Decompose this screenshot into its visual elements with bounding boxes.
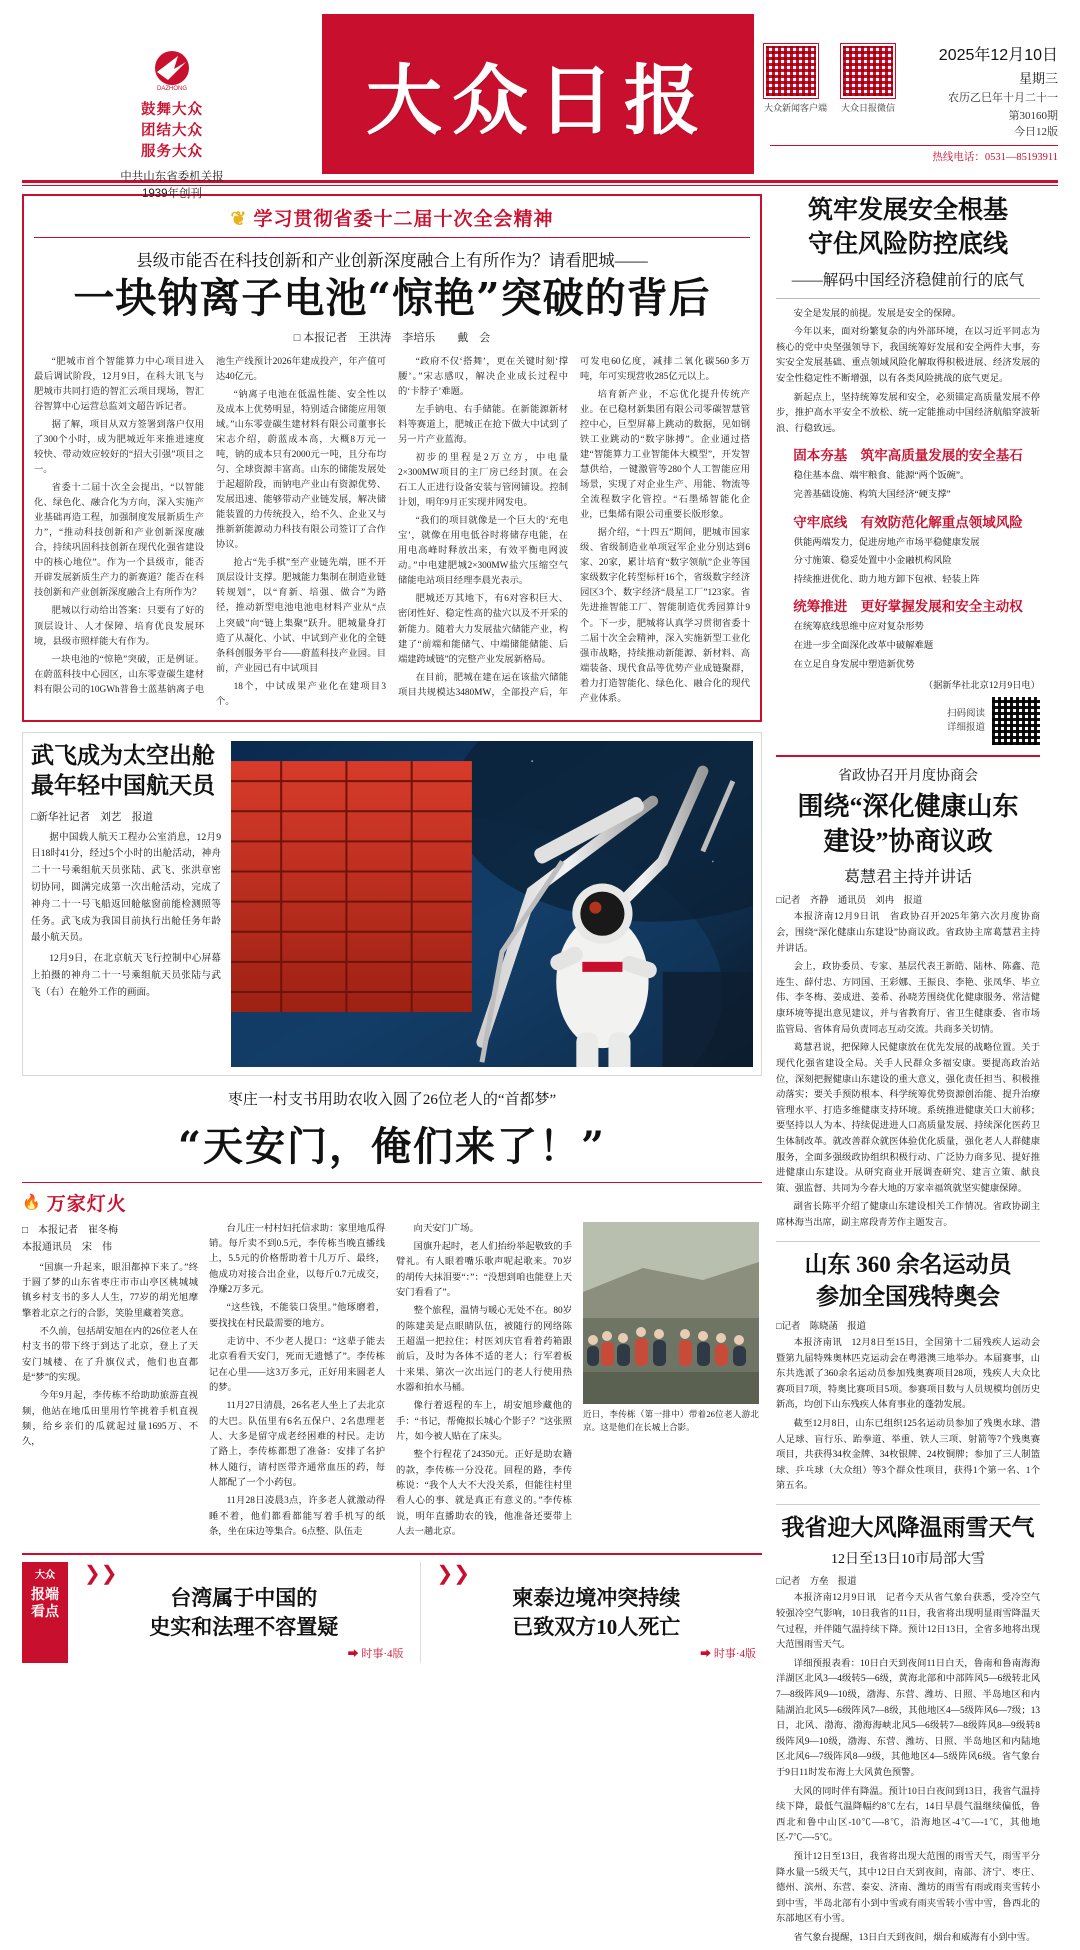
- side-paragraph: 副省长陈平介绍了健康山东建设相关工作情况。省政协副主席林海当出席，副主席段青芳作主题发言。: [776, 1202, 1040, 1229]
- side-article-2-meta: □记者 齐静 通讯员 刘冉 报道: [776, 896, 923, 907]
- side-article-1: [776, 194, 1040, 745]
- side-article-2-title: [776, 789, 1040, 859]
- divider: [776, 1241, 1040, 1242]
- space-story-paragraph: 12月9日，在北京航天飞行控制中心屏幕上拍摄的神舟二十一号乘组航天员张陆与武飞（右）在舱外工作的画面。: [31, 953, 221, 998]
- side-paragraph: 会上，政协委员、专家、基层代表王新皓、陆林、陈鑫、范连生、薛付忠、方同国、王彩娜、王振良、李艳、张凤华、毕立伟、李冬梅、姜成进、姜希、孙晓芳围绕优化健康服务、常洁健康环境等提出意见建议，并与省教育厅、省卫生健康委、省市场监管局、省体育局负责同志互动交流。共商多关切情。: [776, 962, 1040, 1035]
- qr-app[interactable]: [764, 44, 827, 114]
- space-story-byline: □新华社记者 刘艺 报道: [31, 811, 153, 823]
- masthead-qr-row: [764, 44, 895, 114]
- divider: [776, 298, 1040, 299]
- highlight-title-1-line2: 史实和法理不容置疑: [149, 1614, 339, 1639]
- lead-paragraph: 据介绍，“十四五”期间，肥城市国家级、省级制造业单项冠军企业分别达到6家、20家，累计培育“数字领航”企业等国家级数字化转型标杆16个，省级数字经济园区3个、数字经济“晨星工厂”123家。省先进推智能工厂、智能制造优秀园算计9个。下一步，肥城将认真学习贯彻省委十二届十次全会精神，深入实施新型工业化强市战略，持续推动新能源、新材料、高端装备、现代食品等优势产业成链聚群，着力打造智能化、绿色化、融合化的现代产业体系。: [580, 528, 750, 704]
- tiananmen-photo-block: [583, 1222, 759, 1544]
- side-paragraph: 葛慧君说，把保障人民健康放在优先发展的战略位置。关于现代化强省建设全局。关手人民群众多福安康。要提高政治站位，深刻把握健康山东建设的重大意义，强化责任担当、积极推动落实；要关手预防根本、科学统筹优势资源创治能、提升治療管理水平、打造多维健康支持环境。系统推进健康关口大前移；要坚持以人为本、持续促进进人口高质量发展、持续深化医药卫生体制改革。就改善群众就医体验优化质量，强化老人人群健康服务，全面多强级政协组织积极行动、广泛协力商多见、提好推进健康山东建设。从研究商业开展调查研究、建言立策、献良策、强监督、共同为今春大地的万家幸福筑就坚实健康保障。: [776, 1043, 1040, 1194]
- tiananmen-story-head: [22, 1088, 762, 1172]
- qr-wechat-caption: 大众日报微信: [841, 103, 896, 113]
- side-paragraph: 分寸施策、稳妥处置中小金融机构风险: [793, 556, 952, 567]
- tiananmen-paragraph: 整个行程花了24350元。正好是助农籍的款，李传栋一分没花。回程的路，李传栋说：“我个人大不大没关系，但能往村里看人心的事、就是真正有意义的。”李传栋说，明年直播助农的钱，他准备还要带上人去一趟北京。: [396, 1450, 572, 1538]
- side-paragraph: 大风的同时伴有降温。预计10日白夜间到13日，我省气温持续下降，最低气温降幅约8℃左右，14日早晨气温继续偏低，鲁西北和鲁中山区-10℃—-8℃，沿海地区-4℃—-1℃，其他地区-7℃—-5℃。: [776, 1786, 1040, 1844]
- org-line-1: 中共山东省委机关报: [120, 171, 224, 184]
- lead-paragraph: 肥城还万其地下，有6对容积巨大、密闭性好、稳定性高的盐穴以及不开采的新能力。随着大力发展盐穴储能产业，构建了“前端和能储气、中端储能储能、后端建跨域链”的完整产业发展新格局。: [398, 594, 568, 665]
- org-line-2: 1939年创刊: [141, 188, 203, 201]
- side-paragraph: 在统筹底线思维中应对复杂形势: [793, 622, 924, 633]
- lead-banner: [34, 204, 750, 231]
- lead-paragraph: “钠离子电池在低温性能、安全性以及成本上优势明显，特别适合储能应用领域。”山东零壹碳生建材料有限公司董事长宋志介绍，蔚蓝成本高，大概8万元一吨，钠的成本只有2000元一吨，且分布均匀、全球资源丰富高。山东的储能发展处于起超阶段，而钠电产业山有资源优势、发展迅速、能够带动产业链发展，解决储能装置的力传统投入，给不久、企业又与推新新能源动力科技有限公司签订了合作协议。: [216, 389, 386, 551]
- tiananmen-col-2: [209, 1222, 385, 1544]
- tiananmen-paragraph: 不久前，包括胡安旭在内的26位老人在村支书的带下终于到达了北京，登上了天安门城楼、在了升旗仪式，他们也直都是“梦”的实现。: [22, 1327, 198, 1384]
- tiananmen-kicker: 枣庄一村支书用助农收入圆了26位老人的“首都梦”: [227, 1091, 557, 1108]
- bottom-badge: [22, 1562, 68, 1663]
- qr-code-icon[interactable]: [992, 697, 1040, 745]
- lead-paragraph: 省委十二届十次全会提出，“以智能化、绿色化、融合化为方向，深入实施产业基础再造工程，加强制度发展新质生产力”，“推动科技创新和产业创新深度融合，持续巩固科技创新在现代化强省建设中的核心地位”。作为一个县级市，能否开辟发展新质生产力的新赛道？能否在科技创新和产业创新深度融合上有所作为？: [34, 483, 204, 599]
- side-article-4-body: [776, 1591, 1040, 1946]
- lead-paragraph: 肥城以行动给出答案：只要有了好的顶层设计、人才保障、培育优良发展环境，县级市照样能大有作为。: [34, 606, 204, 647]
- side-paragraph: 新起点上，坚持统筹发展和安全，必须锚定高质量发展不停步，推护高水平安全不放松、统一定能推动中国经济航船穿波斩浪、行稳致远。: [776, 392, 1040, 434]
- slogan-line-1: 鼓舞大众: [141, 102, 203, 118]
- side-article-2-title-line1: 围绕“深化健康山东: [797, 792, 1019, 822]
- side-article-2-title-line2: 建设”协商议政: [823, 827, 993, 857]
- side-paragraph: 省气象台提醒，13日白天到夜间，烟台和威海有小到中雪。: [793, 1933, 1036, 1944]
- lead-paragraph: “肥城市首个智能算力中心项目进入最后调试阶段，12月9日，在科大讯飞与肥城市共同打造的智汇云项目现场，智汇谷智算中心运营总监刘文超告诉记者。: [34, 356, 204, 412]
- side-paragraph: 本报济南12月9日讯 省政协召开2025年第六次月度协商会，围绕“深化健康山东建设”协商议政。省政协主席葛慧君主持并讲话。: [776, 912, 1040, 954]
- hotline: 热线电话：0531—85193911: [770, 145, 1058, 164]
- tiananmen-byline-line1: □ 本报记者 崔冬梅: [22, 1224, 119, 1236]
- side-article-4-subtitle: 12日至13日10市局部大雪: [831, 1552, 985, 1568]
- group-photo-illustration: [583, 1222, 759, 1404]
- qr-code-icon[interactable]: [764, 44, 818, 98]
- slogan-line-2: 团结大众: [141, 123, 203, 140]
- side-article-3-title: [776, 1249, 1040, 1313]
- lunar-date: 农历乙巳年十月二十一: [948, 92, 1058, 104]
- side-article-2-body: [776, 910, 1040, 1231]
- highlight-title-2-line1: 柬泰边境冲突持续: [512, 1586, 681, 1611]
- space-story: [22, 732, 762, 1076]
- side-article-4-meta: □记者 方垒 报道: [776, 1577, 857, 1588]
- flame-icon: 🔥: [22, 1194, 41, 1211]
- lead-byline: □ 本报记者 王洪涛 李培乐 戴 会: [293, 332, 491, 345]
- space-story-paragraph: 据中国载人航天工程办公室消息，12月9日18时41分，经过5个小时的出舱活动，神舟二十一号乘组航天员张陆、武飞、张洪章密切协同，圆满完成第一次出舱活动，完成了神舟二十一号飞船返回舱舷窗前能检测照等任务。武飞成为我国目前执行出舱任务年龄最小航天员。: [31, 831, 221, 944]
- publish-date: 2025年12月10日: [938, 47, 1058, 64]
- lead-banner-text: 学习贯彻省委十二届十次全会精神: [253, 209, 554, 230]
- side-article-1-title: [776, 194, 1040, 262]
- tiananmen-headline: “天安门，俺们来了！”: [177, 1122, 606, 1170]
- side-article-3-title-line1: 山东 360 余名运动员: [804, 1251, 1012, 1277]
- group-photo-caption: 近日，李传栋（第一排中）带着26位老人游北京。这是他们在长城上合影。: [583, 1408, 759, 1432]
- side-article-1-sub1: 固本夯基 筑牢高质量发展的安全基石: [793, 448, 1023, 464]
- highlight-link-2[interactable]: ➡ 时事·4版: [700, 1648, 756, 1661]
- qr-hint: [947, 707, 985, 736]
- lead-paragraph: 培育新产业，不忘优化提升传统产业。在已稳材新集团有限公司零碳智慧管控中心，巨型屏幕上跳动的数据，见如钢铁工业跳动的“数字脉搏”。企业通过搭建“智能算力工业智能体大模型”，开发智慧供给，一键激管等280个人工智能应用场景，实现了对企业生产、用能、物流等全流程数字化管控。“石墨烯智能化企业，已集烯有限公司重要长版形象。: [580, 389, 750, 521]
- lead-paragraph: “政府不仅‘搭舞’，更在关键时刻‘撑腰’。”宋志感叹，解决企业成长过程中的‘卡脖子’难题。: [398, 356, 568, 397]
- space-story-title-line2: 最年轻中国航天员: [31, 772, 215, 798]
- side-paragraph: 本报济南12月9日讯 记者今天从省气象台获悉，受冷空气较强冷空气影响，10日我省的11日，我省将出现明显雨雪降温天气过程，并伴随气温持续下降。预计12日13日，全省多地将出现大范围雨雪天气。: [776, 1593, 1040, 1651]
- highlight-title-2: [437, 1584, 757, 1641]
- side-paragraph: 供能两端发力，促进房地产市场平稳健康发展: [793, 537, 980, 548]
- divider: [776, 755, 1040, 757]
- space-story-title-line1: 武飞成为太空出舱: [31, 742, 215, 768]
- side-article-3-body: [776, 1336, 1040, 1495]
- lead-paragraph: 初步的里程是2万立方，中电量2×300MW项目的主厂房已经封顶。在会石工人正进行设备安装与管网铺设。控制计划，明年9月正实现并网发电。: [398, 453, 568, 509]
- side-paragraph: 持续推进优化、助力地方卸下包袱、轻装上阵: [793, 574, 980, 585]
- side-paragraph: 详细预报表看：10日白天到夜间11日白天，鲁南和鲁南海海洋湖区北风3—4级转5—6级，黄海北部和中部阵风5—6级转北风7—8级阵风9—10级，渤海、东营、潍坊、日照、半岛地区和内陆湖泊北风5—6级阵风7—8级，其他地区4—5级阵风6—7级；13日，北风、渤海、渤海海峡北风5—6级转7—8级阵风8—9级转8级阵风9—10级，渤海、东营、潍坊、日照、半岛地区和内陆地区北风6—7级阵风8—9级，其他地区4—5级阵风6级。省气象台于9日11时发布海上大风黄色预警。: [776, 1658, 1040, 1778]
- group-photo: [583, 1222, 759, 1404]
- lead-paragraph: 据了解，项目从双方签署到落户仅用了300个小时，成为肥城近年来推进速度较快、带动效应较好的“招大引强”项目之一。: [34, 419, 204, 476]
- highlight-item-1[interactable]: [78, 1562, 410, 1663]
- qr-hint-line2: 详细报道: [946, 723, 985, 734]
- lead-kicker: 县级市能否在科技创新和产业创新深度融合上有所作为？请看肥城——: [136, 251, 648, 270]
- issue-number: 第30160期: [1008, 109, 1058, 122]
- space-story-title: [31, 741, 221, 801]
- tiananmen-paragraph: 国旗升起时，老人们抬纷举起敬致的手臂礼。有人眼着嘴乐歌声呢起歌来。70岁的胡传大抹泪要“：”：“没想到咱也能登上天安门看看了”。: [396, 1242, 572, 1299]
- badge-line-1: 报端: [31, 1585, 59, 1602]
- lead-paragraph: 抢占“先手棋”至产业链先端，匪不开顶层设计支撑。肥城能力集制在制造业链转规划”，以“育新、培强、做合”为路径，推动新型电池电池电材料产业从“点上突破”向“链上集聚”跃升。肥城量身打造了从凝化、小试、中试到产业化的全链条科创服务平台——蔚蓝科技产业园。目前，产业园已有中试项目: [216, 558, 386, 674]
- masthead-right: [754, 14, 1058, 174]
- side-article-3-title-line2: 参加全国残特奥会: [816, 1283, 1000, 1309]
- lead-headline: 一块钠离子电池“惊艳”突破的背后: [73, 274, 711, 322]
- side-article-1-sub3-body: [776, 620, 1040, 673]
- tiananmen-paragraph: 像行着返程的车上，胡安旭珍藏他的手：“书记，帮俺拟长城心个影子？”这张照片，如今被人贴在了床头。: [396, 1401, 572, 1443]
- tiananmen-paragraph: “国旗一升起来，眼泪都掉下来了。”终于圆了梦的山东省枣庄市市山亭区桃城城镇乡村支书的多人人生，77岁的胡光旭摩擎着北京之行的合影，笑脸里藏着笑意。: [22, 1262, 198, 1319]
- column-brand-wanjiadenghuo: [22, 1189, 762, 1216]
- main-column: [22, 194, 762, 1950]
- quote-icon: ❯❯: [436, 1563, 471, 1586]
- lead-body: [34, 355, 750, 710]
- side-paragraph: 预计12日至13日，我省将出现大范围的雨雪天气，雨雪平分降水量一5级天气，其中12日白天到夜间，南部、济宁、枣庄、德州、滨州、东营、泰安、济南、潍坊的雨雪有雨或雨夹雪转小到中雪，半岛北部有小到中雪或有雨夹雪转小雪中雪，鲁西北的东部地区有小雪。: [776, 1852, 1040, 1925]
- side-article-1-qr[interactable]: [776, 697, 1040, 745]
- tiananmen-paragraph: 走访中、不少老人提口：“这辈子能去北京看看天安门，死而无遗憾了”。李传栋记在心里——这3万多元，正好用来圆老人的梦。: [209, 1337, 385, 1394]
- highlight-title-1-line1: 台湾属于中国的: [170, 1586, 318, 1611]
- divider: [420, 1562, 421, 1663]
- tiananmen-byline: [22, 1222, 198, 1256]
- masthead-organization: [22, 169, 322, 204]
- side-article-1-title-line1: 筑牢发展安全根基: [807, 197, 1008, 224]
- divider: [776, 1504, 1040, 1505]
- side-paragraph: 今年以来，面对纷繁复杂的内外部环境，在以习近平同志为核心的党中央坚强领导下，我国统筹好发展和安全两件大事，夯实安全发展基础、重点领域风险化解取得积极进展、经济发展的安全性稳定性不断增强，以有各类风险挑战的底气更足。: [776, 327, 1040, 384]
- side-article-1-source: （据新华社北京12月9日电）: [923, 681, 1040, 692]
- tiananmen-byline-line2: 本报通讯员 宋 伟: [22, 1241, 112, 1253]
- masthead: [22, 14, 1058, 201]
- qr-code-icon[interactable]: [841, 44, 895, 98]
- svg-text:DAZHONG: DAZHONG: [157, 86, 187, 92]
- lead-article: [22, 194, 762, 722]
- column-brand-label: 万家灯火: [46, 1193, 127, 1215]
- masthead-slogan: [22, 100, 322, 163]
- badge-line-2: 看点: [31, 1603, 59, 1620]
- qr-app-caption: 大众新闻客户端: [764, 103, 828, 113]
- tiananmen-paragraph: 11月28日凌晨3点，许多老人就激动得睡不着，他们都看都能写着手机写的纸条，坐在床边等集合。6点整、队伍走: [209, 1496, 385, 1538]
- highlight-title-2-line2: 已致双方10人死亡: [512, 1614, 681, 1639]
- side-paragraph: 在进一步全面深化改革中破解难题: [793, 641, 934, 652]
- lead-banner-rule: [34, 237, 750, 238]
- slogan-line-3: 服务大众: [141, 144, 203, 161]
- page-columns: [22, 194, 1058, 1950]
- masthead-left: [22, 14, 322, 201]
- highlight-item-2[interactable]: [431, 1562, 763, 1663]
- tiananmen-body: [22, 1222, 762, 1544]
- side-article-1-sub1-body: [776, 469, 1040, 503]
- tiananmen-col-1: [22, 1222, 198, 1544]
- section-divider: [22, 1182, 762, 1183]
- tiananmen-paragraph: 11月27日清晨，26名老人坐上了去北京的大巴。队伍里有6名五保户、2名患理老人、大多是留守成老经困难的村民。走访了路上，李传栋都想了准备：安排了名护林人随行，请村医带齐通常血压的药，每人都配了一个小药包。: [209, 1401, 385, 1489]
- page-count: 今日12版: [1014, 125, 1058, 138]
- lead-paragraph: “我们的项目就像是一个巨大的‘充电宝’，就像在用电低谷时将储存电能，在用电高峰时释放出来，有效平衡电网波动。”中电建肥城2×300MW盐穴压缩空气储能电站项目经理李晨光表示。: [398, 516, 568, 587]
- side-article-2: [776, 765, 1040, 1231]
- side-paragraph: 安全是发展的前提。发展是安全的保障。: [793, 308, 962, 319]
- side-paragraph: 完善基础设施、构筑大国经济“硬支撑”: [793, 489, 951, 500]
- side-article-1-sub3: 统筹推进 更好掌握发展和安全主动权: [793, 599, 1023, 615]
- side-article-1-sub2: 守牢底线 有效防范化解重点领域风险: [793, 514, 1023, 530]
- space-story-body: [31, 830, 221, 1002]
- side-paragraph: 截至12月8日，山东已组织125名运动员参加了残奥水球、潜人足球、盲行乐、跆拳道、举重、铁人三项、射箭等7个残奥赛项目，共获得34枚金牌、34枚银牌、24枚铜牌；参加了三人制篮球、乒乓球（大众组）等3个群众性项目，获得1个第一名、1个第五名。: [776, 1419, 1040, 1492]
- lead-paragraph: 18个，中试成果产业化在建项目3个。: [216, 681, 386, 707]
- tiananmen-paragraph: 整个旅程，温情与暖心无处不在。80岁的陈建美是点眼睛队伍，被随行的网络陈王超温一把拉住；村医刘庆官看着药箱跟前后，及时为各体不适的老人；行军着板十来果、第次一次出远门的老人行使用热水器和拍水马桶。: [396, 1306, 572, 1394]
- side-paragraph: 在立足自身发展中塑造新优势: [793, 659, 915, 670]
- tiananmen-paragraph: 台儿庄一村村妇托信求助：家里地瓜得销。每斤卖不到0.5元，李传栋当晚直播线上，5.5元的价格帮助着十几万斤、最终，他成功对接合出企业，以每斤0.7元成交，净赚2万多元。: [209, 1223, 385, 1296]
- tiananmen-paragraph: 向天安门广场。: [413, 1223, 479, 1234]
- tiananmen-paragraph: “这些钱，不能装口袋里。”他琢磨着，要找找在村民最需要的地方。: [209, 1303, 385, 1329]
- side-article-4-title: 我省迎大风降温雨雪天气: [781, 1515, 1035, 1541]
- qr-wechat[interactable]: [841, 44, 895, 114]
- side-article-1-subtitle: ——解码中国经济稳健前行的底气: [791, 271, 1025, 289]
- dazhong-logo-icon: [148, 48, 196, 96]
- side-article-2-name: 葛慧君主持并讲话: [843, 869, 972, 887]
- seal-icon: ❦: [230, 209, 248, 230]
- side-article-1-title-line2: 守住风险防控底线: [807, 230, 1008, 258]
- lead-paragraph: 左手钠电、右手储能。在新能源新材料等赛道上，肥城正在抢下做大中试到了另一片产业蓝海。: [398, 404, 568, 445]
- side-paragraph: 本报济南讯 12月8日至15日，全国第十二届残疾人运动会暨第九届特殊奥林匹克运动会在粤港澳三地举办。本届赛事，山东共选派了360余名运动员参加残奥赛项目28项，残疾人大众比赛项目7项，特奥比赛项目5项。参赛项目数与人员规模均创历史新高，均创下山东残疾人体育事业的蓬勃发展。: [776, 1338, 1040, 1411]
- badge-logo: 大众: [35, 1570, 55, 1582]
- side-column: [776, 194, 1040, 1950]
- side-article-1-body: [776, 307, 1040, 438]
- tiananmen-paragraph: 今年9月起，李传栋不给助助旅游直视频，他站在地瓜田里用竹竿挑着手机直视频，给乡亲们的瓜就起过量1695万、不久，: [22, 1391, 198, 1448]
- space-story-text: [31, 741, 221, 1067]
- page-title: 大众日报: [366, 55, 710, 145]
- space-photo-illustration: [231, 741, 753, 1067]
- lead-paragraph: 在目前，肥城在建在运在该盐穴储能项目共规模达3480MW，全部投产后，年可发电60亿度，减排二氧化碳560多万吨，年可实现营收285亿元以上。: [398, 356, 750, 698]
- side-paragraph: 稳住基本盘、端牢粮食、能源“两个饭碗”。: [793, 471, 970, 482]
- space-photo: [231, 741, 753, 1067]
- quote-icon: ❯❯: [84, 1563, 118, 1586]
- side-article-3: [776, 1249, 1040, 1495]
- side-article-2-kicker: 省政协召开月度协商会: [838, 769, 978, 785]
- side-article-3-meta: □记者 陈晓菡 报道: [776, 1322, 867, 1332]
- tiananmen-col-3: [396, 1222, 572, 1544]
- qr-hint-line1: 扫码阅读: [946, 709, 985, 719]
- bottom-highlights: [22, 1553, 762, 1663]
- weekday: 星期三: [1018, 71, 1058, 86]
- side-article-4: [776, 1512, 1040, 1947]
- highlight-link-1[interactable]: ➡ 时事·4版: [347, 1648, 404, 1661]
- masthead-title-block: [322, 14, 754, 174]
- lead-paragraph: 一块电池的“惊艳”突破，正是例证。在蔚蓝科技中心园区，山东零壹碳生建材料有限公司的10GWh普鲁士蓝基钠离子电池生产线预计2026年建成投产，年产值可达40亿元。: [34, 356, 386, 695]
- side-article-1-sub2-body: [776, 536, 1040, 589]
- highlight-title-1: [84, 1584, 404, 1641]
